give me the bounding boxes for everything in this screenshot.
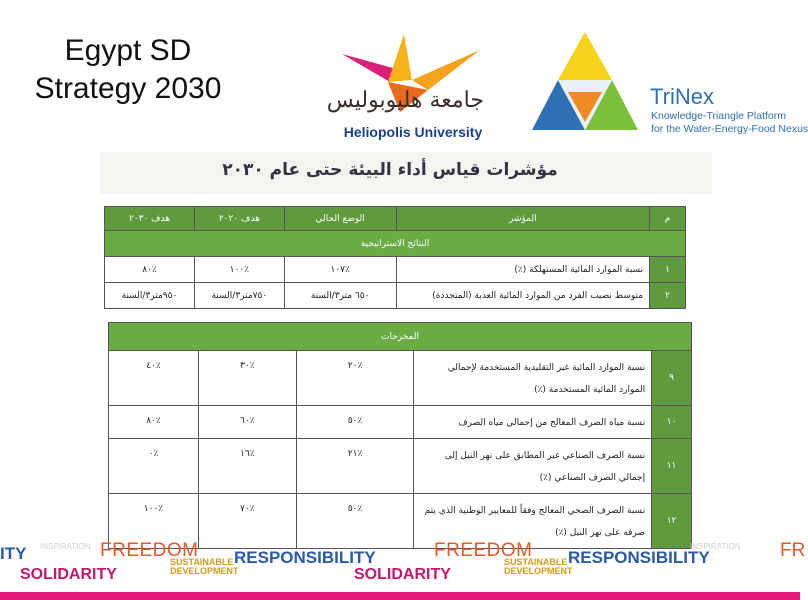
row-target-2020: ٪١٠٠: [194, 257, 284, 283]
row-indicator: متوسط نصيب الفرد من الموارد المائية العذبة (المتجددة): [396, 283, 650, 309]
row-number: ١٢: [652, 494, 692, 549]
section-label: النتائج الاستراتيجية: [105, 231, 686, 257]
trinex-logo-icon: [524, 30, 646, 138]
row-number: ١١: [652, 439, 692, 494]
table-row: [105, 257, 686, 283]
row-target-2030: ٪٠: [109, 439, 199, 494]
section-row: [109, 323, 692, 351]
banner-responsibility: RESPONSIBILITY: [234, 548, 376, 567]
banner-sustainable: [170, 558, 239, 576]
table-header-row: [105, 207, 686, 231]
heliopolis-arabic-name: جامعة هليوبوليس: [326, 88, 484, 113]
row-target-2020: ٪٧٠: [198, 494, 296, 549]
values-banner: [0, 536, 806, 592]
header-number: م: [650, 207, 686, 231]
header-current: الوضع الحالي: [284, 207, 396, 231]
banner-freedom: FREEDOM: [100, 540, 199, 561]
banner-partial-left: ITY: [0, 544, 27, 563]
banner-responsibility: RESPONSIBILITY: [568, 548, 710, 567]
row-target-2030: ٩٥٠متر٣/السنة: [105, 283, 195, 309]
row-current: ٦٥٠ متر٣/السنة: [284, 283, 396, 309]
row-current: ٪٥٠: [296, 494, 414, 549]
row-target-2020: ٧٥٠متر٣/السنة: [194, 283, 284, 309]
indicators-table-outputs: [108, 322, 692, 549]
row-target-2020: ٪٣٠: [198, 351, 296, 406]
row-current: ٪٥٠: [296, 406, 414, 439]
row-indicator: نسبة الموارد المائية المستهلكة (٪): [396, 257, 650, 283]
table-row: [109, 439, 692, 494]
trinex-name: TriNex: [650, 84, 714, 109]
trinex-subtitle-line-2: for the Water-Energy-Food Nexus: [651, 123, 808, 135]
indicators-table-strategic: [104, 206, 686, 309]
slide-title-line-2: Strategy 2030: [34, 72, 222, 105]
row-target-2030: ٪٤٠: [109, 351, 199, 406]
row-number: ٢: [650, 283, 686, 309]
row-current: ٪٢١: [296, 439, 414, 494]
row-target-2030: ٪١٠٠: [109, 494, 199, 549]
row-target-2020: ٪١٦: [198, 439, 296, 494]
slide-title-line-1: Egypt SD: [64, 34, 192, 67]
banner-inspiration: INSPIRATION: [690, 542, 741, 551]
table-row: [109, 406, 692, 439]
section-row: [105, 231, 686, 257]
banner-group: [0, 536, 376, 592]
row-target-2030: ٪٨٠: [105, 257, 195, 283]
row-current: ٪١٠٧: [284, 257, 396, 283]
row-target-2030: ٪٨٠: [109, 406, 199, 439]
banner-solidarity: SOLIDARITY: [20, 566, 117, 583]
header-target-2020: هدف ٢٠٢٠: [194, 207, 284, 231]
row-number: ١٠: [652, 406, 692, 439]
row-indicator: نسبة الصرف الصحي المعالج وفقاً للمعايير الوطنية الذي يتم صرفه على نهر النيل (٪): [414, 494, 652, 549]
banner-sustainable-word: SUSTAINABLE: [170, 557, 234, 567]
banner-sustainable-word: SUSTAINABLE: [504, 557, 568, 567]
banner-development-word: DEVELOPMENT: [504, 566, 573, 576]
banner-sustainable: [504, 558, 573, 576]
section-label: المخرجات: [109, 323, 692, 351]
document-heading: مؤشرات قياس أداء البيئة حتى عام ٢٠٣٠: [222, 160, 558, 180]
row-number: ٩: [652, 351, 692, 406]
table-row: [109, 351, 692, 406]
row-indicator: نسبة الموارد المائية غير التقليدية المستخدمة لإجمالي الموارد المائية المستخدمة (٪): [414, 351, 652, 406]
banner-inspiration: INSPIRATION: [40, 542, 91, 551]
banner-solidarity: SOLIDARITY: [354, 566, 451, 583]
trinex-subtitle: [651, 110, 808, 136]
row-number: ١: [650, 257, 686, 283]
header-target-2030: هدف ٢٠٣٠: [105, 207, 195, 231]
banner-partial-right: FR: [780, 540, 806, 561]
table-row: [105, 283, 686, 309]
row-indicator: نسبة مياه الصرف المعالج من إجمالي مياه الصرف: [414, 406, 652, 439]
row-current: ٪٢٠: [296, 351, 414, 406]
slide-title: [18, 32, 238, 108]
row-indicator: نسبة الصرف الصناعي غير المطابق على نهر النيل إلى إجمالي الصرف الصناعي (٪): [414, 439, 652, 494]
header-indicator: المؤشر: [396, 207, 650, 231]
banner-freedom: FREEDOM: [434, 540, 533, 561]
bottom-accent-bar: [0, 592, 800, 600]
banner-development-word: DEVELOPMENT: [170, 566, 239, 576]
banner-group: [334, 536, 710, 592]
heliopolis-english-name: Heliopolis University: [343, 124, 483, 140]
row-target-2020: ٪٦٠: [198, 406, 296, 439]
trinex-subtitle-line-1: Knowledge-Triangle Platform: [651, 110, 787, 122]
